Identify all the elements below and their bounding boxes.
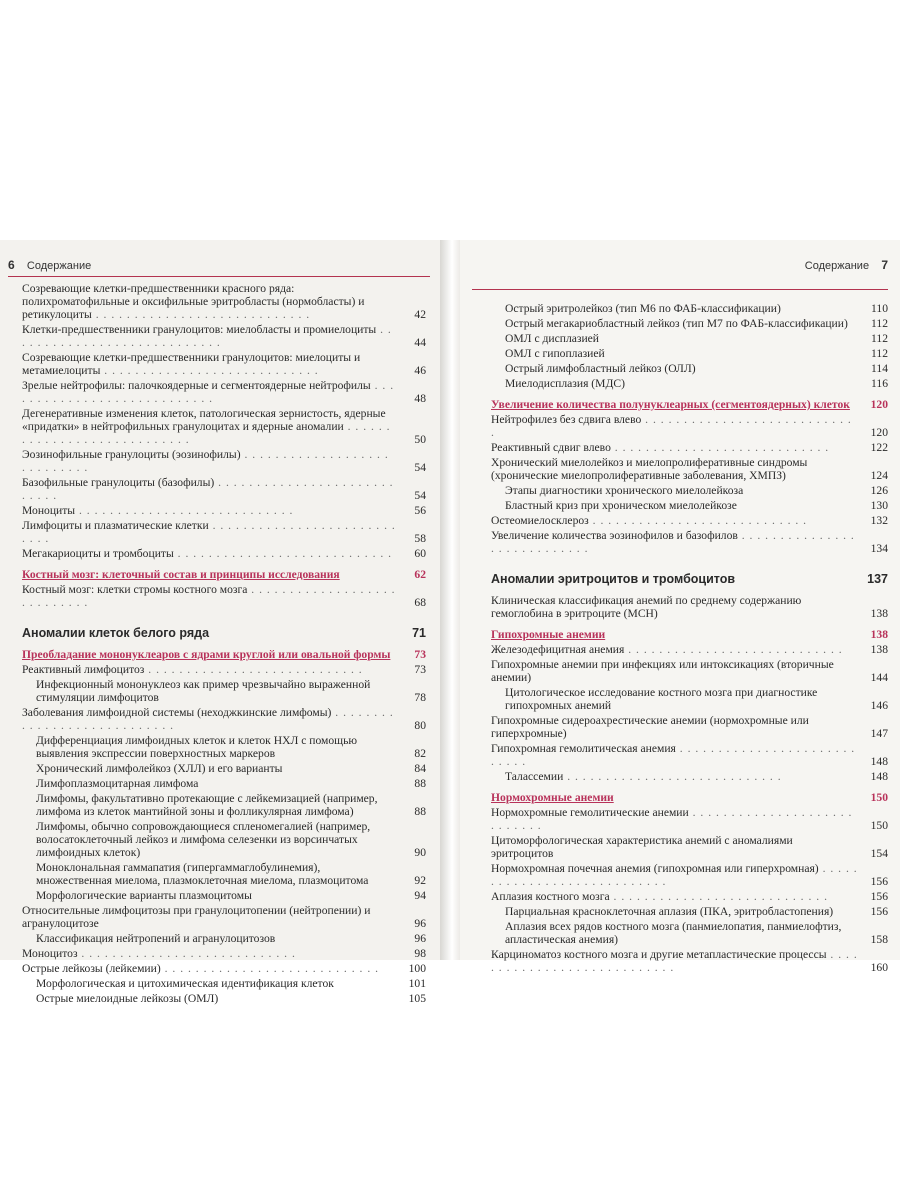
toc-entry-title: Аномалии клеток белого ряда xyxy=(22,626,210,640)
toc-entry-page: 56 xyxy=(414,504,426,517)
toc-entry-title: Дифференциация лимфоидных клеток и клеток НХЛ с помощью выявления экспрессии поверхностных маркеров xyxy=(36,734,358,760)
toc-entry-page: 154 xyxy=(870,847,888,860)
toc-entry-title: Реактивный сдвиг влево . . . xyxy=(491,441,888,454)
toc-entry xyxy=(22,734,426,760)
toc-entry-title: Мегакариоциты и тромбоциты . . . xyxy=(22,547,426,560)
toc-entry-title: Гипохромные анемии xyxy=(491,628,606,641)
toc-entry-page: 156 xyxy=(870,875,888,888)
toc-entry xyxy=(22,476,426,502)
toc-entry xyxy=(491,643,888,656)
toc-entry-title: Зрелые нейтрофилы: палочкоядерные и сегментоядерные нейтрофилы . . . xyxy=(22,379,426,405)
toc-entry xyxy=(22,519,426,545)
toc-entry-title: Увеличение количества полунуклеарных (сегментоядерных) клеток xyxy=(491,398,850,411)
toc-entry xyxy=(22,889,426,902)
toc-entry xyxy=(491,862,888,888)
toc-entry-title: Парциальная красноклеточная аплазия (ПКА, эритробластопения) xyxy=(505,905,834,918)
toc-entry-title: Костный мозг: клетки стромы костного мозга . . . xyxy=(22,583,426,609)
toc-entry-title: Острые лейкозы (лейкемии) . . . xyxy=(22,962,426,975)
toc-entry-page: 54 xyxy=(414,461,426,474)
toc-list-left xyxy=(22,282,426,1007)
toc-entry-page: 156 xyxy=(870,890,888,903)
toc-entry-page: 88 xyxy=(414,777,426,790)
toc-entry-page: 137 xyxy=(867,572,888,586)
book-gutter xyxy=(440,240,460,960)
toc-entry-title: Острый лимфобластный лейкоз (ОЛЛ) xyxy=(505,362,696,375)
toc-entry-page: 98 xyxy=(414,947,426,960)
right-page-header xyxy=(472,258,888,276)
toc-entry xyxy=(491,332,888,345)
toc-entry-title: Гипохромные анемии при инфекциях или интоксикациях (вторичные анемии) xyxy=(491,658,834,684)
toc-entry-page: 110 xyxy=(871,302,888,315)
toc-entry-title: Нормохромные гемолитические анемии . . . xyxy=(491,806,888,832)
toc-entry-page: 60 xyxy=(414,547,426,560)
toc-entry xyxy=(22,583,426,609)
toc-entry-page: 54 xyxy=(414,489,426,502)
toc-entry xyxy=(491,362,888,375)
toc-entry-title: Морфологическая и цитохимическая идентификация клеток xyxy=(36,977,334,990)
toc-part-heading xyxy=(22,627,426,640)
toc-entry xyxy=(22,762,426,775)
toc-entry-page: 46 xyxy=(414,364,426,377)
page-number: 7 xyxy=(881,258,888,272)
toc-entry xyxy=(22,992,426,1005)
toc-entry-page: 62 xyxy=(414,568,426,581)
toc-entry xyxy=(491,456,888,482)
toc-entry-page: 148 xyxy=(870,770,888,783)
toc-entry-page: 116 xyxy=(871,377,888,390)
toc-entry xyxy=(491,594,888,620)
toc-entry-title: Аплазия всех рядов костного мозга (панмиелопатия, панмиелофтиз, апластическая анемия) xyxy=(505,920,842,946)
toc-entry-page: 138 xyxy=(870,643,888,656)
toc-entry-page: 73 xyxy=(414,663,426,676)
toc-entry-title: Заболевания лимфоидной системы (неходжкинские лимфомы) . . . xyxy=(22,706,426,732)
toc-entry-page: 90 xyxy=(414,846,426,859)
toc-entry-page: 112 xyxy=(871,332,888,345)
toc-part-heading xyxy=(491,573,888,586)
toc-entry-page: 84 xyxy=(414,762,426,775)
toc-entry-page: 150 xyxy=(870,791,888,804)
left-page xyxy=(0,240,440,1005)
header-rule xyxy=(8,276,430,277)
toc-entry-page: 120 xyxy=(870,426,888,439)
running-header: Содержание xyxy=(26,260,92,272)
toc-entry-page: 147 xyxy=(870,727,888,740)
toc-entry-title: Карциноматоз костного мозга и другие метапластические процессы . . . xyxy=(491,948,888,974)
toc-entry-page: 44 xyxy=(414,336,426,349)
page-number: 6 xyxy=(8,258,15,272)
toc-entry-page: 58 xyxy=(414,532,426,545)
toc-entry xyxy=(22,932,426,945)
toc-entry xyxy=(22,947,426,960)
toc-entry xyxy=(22,351,426,377)
toc-section-heading xyxy=(491,628,888,641)
toc-entry-page: 78 xyxy=(414,691,426,704)
toc-entry-title: Хронический миелолейкоз и миелопролиферативные синдромы (хронические миелопролиферативные заболевания, ХМПЗ) xyxy=(491,456,808,482)
toc-entry-page: 96 xyxy=(414,917,426,930)
toc-section-heading xyxy=(491,398,888,411)
toc-entry-page: 92 xyxy=(414,874,426,887)
toc-entry-page: 122 xyxy=(870,441,888,454)
toc-entry-page: 114 xyxy=(871,362,888,375)
toc-entry-page: 80 xyxy=(414,719,426,732)
toc-entry-page: 88 xyxy=(414,805,426,818)
toc-entry-page: 150 xyxy=(870,819,888,832)
toc-entry-title: Моноцитоз . . . xyxy=(22,947,426,960)
toc-entry-title: Аплазия костного мозга . . . xyxy=(491,890,888,903)
toc-entry-title: Клиническая классификация анемий по среднему содержанию гемоглобина в эритроците (МСН) xyxy=(491,594,802,620)
toc-entry xyxy=(22,777,426,790)
toc-entry-page: 105 xyxy=(408,992,426,1005)
toc-entry xyxy=(22,678,426,704)
toc-entry xyxy=(22,323,426,349)
toc-entry xyxy=(491,834,888,860)
toc-entry-page: 112 xyxy=(871,317,888,330)
toc-entry-title: Острые миелоидные лейкозы (ОМЛ) xyxy=(36,992,219,1005)
toc-entry-page: 73 xyxy=(414,648,426,661)
toc-section-heading xyxy=(22,648,426,661)
toc-entry xyxy=(22,820,426,859)
toc-entry-title: Острый эритролейкоз (тип M6 по ФАБ-классификации) xyxy=(505,302,781,315)
toc-entry-title: ОМЛ с гипоплазией xyxy=(505,347,605,360)
toc-entry-page: 100 xyxy=(408,962,426,975)
toc-entry xyxy=(491,413,888,439)
toc-entry-title: Лимфоплазмоцитарная лимфома xyxy=(36,777,199,790)
toc-entry xyxy=(22,861,426,887)
toc-entry xyxy=(22,977,426,990)
toc-entry-title: Реактивный лимфоцитоз . . . xyxy=(22,663,426,676)
toc-entry-title: Остеомиелосклероз . . . xyxy=(491,514,888,527)
toc-entry xyxy=(22,448,426,474)
toc-entry-page: 101 xyxy=(408,977,426,990)
toc-entry-page: 130 xyxy=(870,499,888,512)
toc-entry-title: Созревающие клетки-предшественники гранулоцитов: миелоциты и метамиелоциты . . . xyxy=(22,351,426,377)
toc-entry-title: Миелодисплазия (МДС) xyxy=(505,377,625,390)
toc-section-heading xyxy=(22,568,426,581)
toc-entry-title: Увеличение количества эозинофилов и базофилов . . . xyxy=(491,529,888,555)
toc-entry-title: Клетки-предшественники гранулоцитов: миелобласты и промиелоциты . . . xyxy=(22,323,426,349)
toc-entry-page: 146 xyxy=(870,699,888,712)
toc-entry-page: 156 xyxy=(870,905,888,918)
toc-entry-title: Морфологические варианты плазмоцитомы xyxy=(36,889,252,902)
toc-entry xyxy=(22,282,426,321)
toc-entry xyxy=(22,547,426,560)
toc-entry xyxy=(22,706,426,732)
toc-entry-title: Дегенеративные изменения клеток, патологическая зернистость, ядерные «придатки» в нейтрофильных гранулоцитах и ядерные аномалии . . . xyxy=(22,407,426,446)
toc-entry-title: Гипохромная гемолитическая анемия . . . xyxy=(491,742,888,768)
toc-entry xyxy=(491,529,888,555)
toc-entry xyxy=(22,504,426,517)
toc-entry-title: Базофильные гранулоциты (базофилы) . . . xyxy=(22,476,426,502)
toc-entry-page: 126 xyxy=(870,484,888,497)
toc-entry-page: 96 xyxy=(414,932,426,945)
toc-entry-title: Преобладание мононуклеаров с ядрами круглой или овальной формы xyxy=(22,648,391,661)
toc-entry-title: Бластный криз при хроническом миелолейкозе xyxy=(505,499,737,512)
left-page-header xyxy=(8,258,430,276)
toc-entry-title: Нормохромная почечная анемия (гипохромная или гиперхромная) . . . xyxy=(491,862,888,888)
toc-entry xyxy=(491,514,888,527)
toc-entry-title: Талассемии . . . xyxy=(505,770,888,783)
toc-entry-page: 138 xyxy=(870,607,888,620)
toc-list-right xyxy=(491,302,888,976)
toc-entry-page: 158 xyxy=(870,933,888,946)
toc-entry-page: 144 xyxy=(870,671,888,684)
toc-entry xyxy=(491,377,888,390)
running-header: Содержание xyxy=(804,260,870,272)
toc-entry-page: 124 xyxy=(870,469,888,482)
toc-entry-title: Инфекционный мононуклеоз как пример чрезвычайно выраженной стимуляции лимфоцитов xyxy=(36,678,371,704)
toc-entry-title: Хронический лимфолейкоз (ХЛЛ) и его варианты xyxy=(36,762,283,775)
toc-entry-page: 71 xyxy=(412,626,426,640)
toc-entry-title: Моноклональная гаммапатия (гипергаммаглобулинемия), множественная миелома, плазмоклеточная миелома, плазмоцитома xyxy=(36,861,369,887)
toc-entry xyxy=(22,379,426,405)
toc-entry xyxy=(491,920,888,946)
toc-entry-page: 68 xyxy=(414,596,426,609)
toc-entry-title: Моноциты . . . xyxy=(22,504,426,517)
toc-entry-title: Лимфомы, обычно сопровождающиеся спленомегалией (например, волосатоклеточный лейкоз и лимфома селезенки из ворсинчатых лимфоидных клеток) xyxy=(36,820,371,859)
toc-entry xyxy=(491,317,888,330)
toc-entry xyxy=(491,770,888,783)
toc-entry xyxy=(22,904,426,930)
toc-entry-title: Железодефицитная анемия . . . xyxy=(491,643,888,656)
toc-entry-page: 134 xyxy=(870,542,888,555)
toc-entry-title: Гипохромные сидероахрестические анемии (нормохромные или гиперхромные) xyxy=(491,714,809,740)
toc-entry-title: Нейтрофилез без сдвига влево . . . xyxy=(491,413,888,439)
toc-entry-title: Цитоморфологическая характеристика анемий с аномалиями эритроцитов xyxy=(491,834,793,860)
toc-entry-page: 132 xyxy=(870,514,888,527)
toc-entry-title: Аномалии эритроцитов и тромбоцитов xyxy=(491,572,736,586)
toc-entry-title: Классификация нейтропений и агранулоцитозов xyxy=(36,932,276,945)
toc-entry-title: ОМЛ с дисплазией xyxy=(505,332,600,345)
toc-entry xyxy=(491,484,888,497)
toc-entry-page: 120 xyxy=(870,398,888,411)
toc-entry xyxy=(491,302,888,315)
toc-entry-title: Нормохромные анемии xyxy=(491,791,614,804)
toc-entry xyxy=(491,890,888,903)
toc-entry xyxy=(491,905,888,918)
toc-entry xyxy=(491,441,888,454)
toc-entry-title: Лимфоциты и плазматические клетки . . . xyxy=(22,519,426,545)
toc-entry-page: 42 xyxy=(414,308,426,321)
toc-entry xyxy=(22,962,426,975)
toc-entry-title: Эозинофильные гранулоциты (эозинофилы) . . . xyxy=(22,448,426,474)
toc-entry-page: 48 xyxy=(414,392,426,405)
toc-entry-title: Острый мегакариобластный лейкоз (тип M7 по ФАБ-классификации) xyxy=(505,317,848,330)
toc-entry-page: 160 xyxy=(870,961,888,974)
toc-entry xyxy=(22,792,426,818)
toc-entry-page: 112 xyxy=(871,347,888,360)
toc-entry-title: Лимфомы, факультативно протекающие с лейкемизацией (например, лимфома из клеток мантийной зоны и фолликулярная лимфома) xyxy=(36,792,378,818)
header-rule xyxy=(472,289,888,290)
toc-entry-title: Цитологическое исследование костного мозга при диагностике гипохромных анемий xyxy=(505,686,818,712)
toc-entry-page: 50 xyxy=(414,433,426,446)
toc-entry-title: Этапы диагностики хронического миелолейкоза xyxy=(505,484,744,497)
toc-entry-page: 82 xyxy=(414,747,426,760)
toc-entry-title: Относительные лимфоцитозы при гранулоцитопении (нейтропении) и агранулоцитозе xyxy=(22,904,371,930)
right-page xyxy=(460,240,900,974)
toc-entry-title: Созревающие клетки-предшественники красного ряда: полихроматофильные и оксифильные эритробласты (нормобласты) и ретикулоциты . . . xyxy=(22,282,426,321)
toc-entry xyxy=(491,806,888,832)
toc-entry xyxy=(491,948,888,974)
toc-entry xyxy=(491,742,888,768)
toc-entry-page: 148 xyxy=(870,755,888,768)
toc-entry xyxy=(22,407,426,446)
toc-entry xyxy=(491,347,888,360)
toc-entry-page: 94 xyxy=(414,889,426,902)
toc-entry-page: 138 xyxy=(870,628,888,641)
toc-entry xyxy=(491,658,888,684)
toc-section-heading xyxy=(491,791,888,804)
toc-entry-title: Костный мозг: клеточный состав и принципы исследования xyxy=(22,568,340,581)
toc-entry xyxy=(491,714,888,740)
toc-entry xyxy=(22,663,426,676)
toc-entry xyxy=(491,499,888,512)
toc-entry xyxy=(491,686,888,712)
